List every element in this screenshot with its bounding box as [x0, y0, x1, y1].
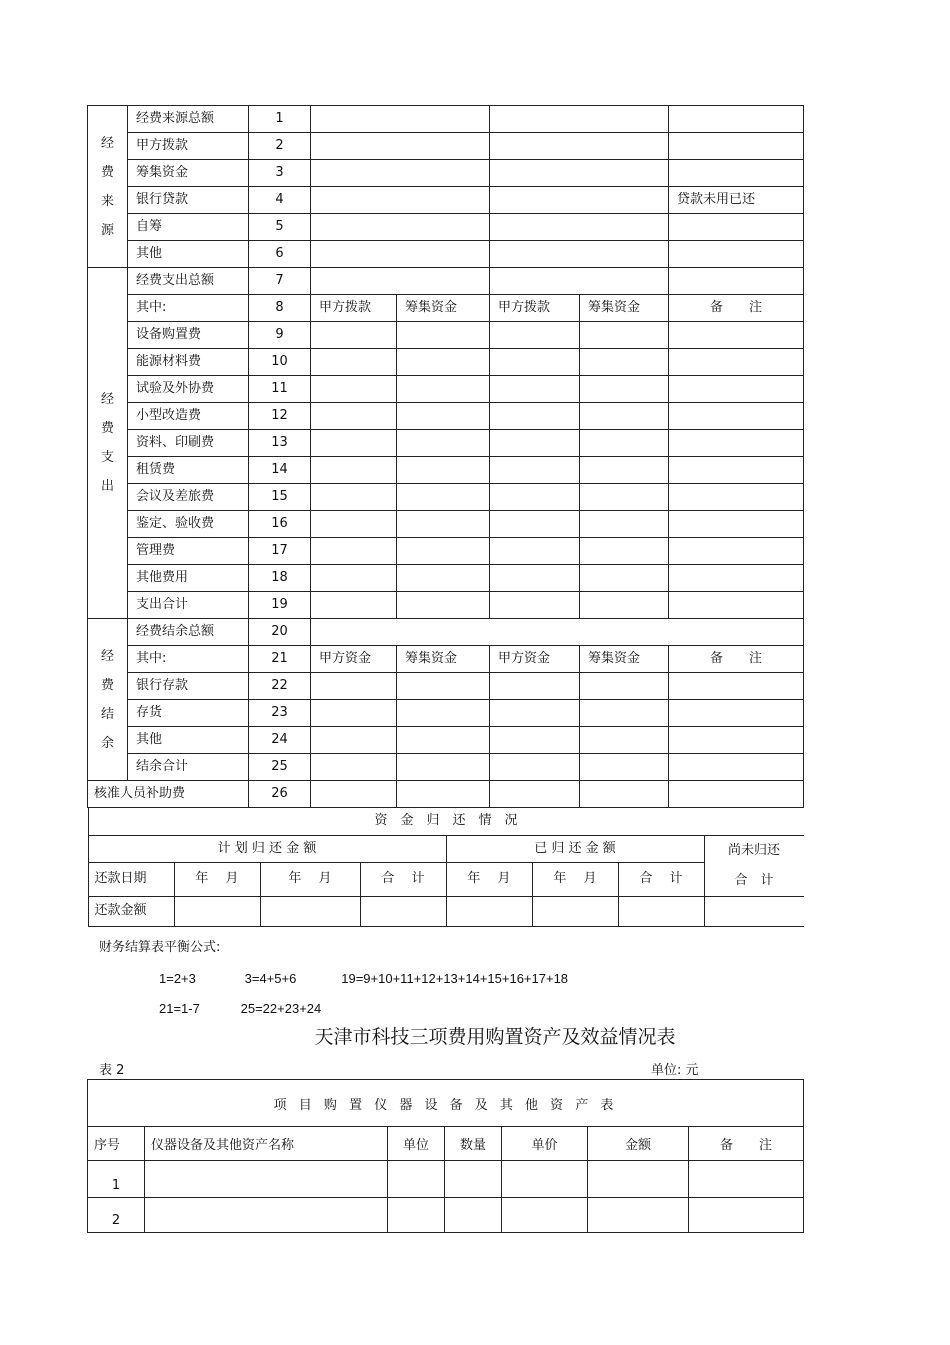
row-number: 6	[249, 241, 311, 268]
cell[interactable]	[446, 896, 532, 926]
cell[interactable]	[580, 322, 669, 349]
table2-title: 天津市科技三项费用购置资产及效益情况表	[314, 1026, 676, 1048]
cell[interactable]	[588, 1198, 689, 1233]
table-row	[88, 349, 804, 376]
row-number: 21	[249, 646, 311, 673]
cell[interactable]	[360, 896, 446, 926]
row-number: 22	[249, 673, 311, 700]
table-row	[88, 106, 804, 133]
cell[interactable]	[669, 457, 804, 484]
cell[interactable]	[689, 1161, 804, 1198]
section-label	[88, 106, 128, 268]
cell[interactable]	[311, 781, 397, 808]
row-label: 其中:	[128, 646, 249, 673]
table-row	[88, 538, 804, 565]
total: 合 计	[360, 863, 446, 896]
table2-header-row	[88, 1127, 804, 1161]
section-char: 结	[100, 706, 114, 722]
row-number: 16	[249, 511, 311, 538]
cell[interactable]	[669, 781, 804, 808]
section-char: 费	[100, 164, 114, 180]
cell[interactable]	[580, 349, 669, 376]
cell[interactable]	[311, 565, 397, 592]
row-number: 15	[249, 484, 311, 511]
cell[interactable]	[397, 484, 490, 511]
row-label: 会议及差旅费	[128, 484, 249, 511]
row-number: 5	[249, 214, 311, 241]
section-char: 费	[100, 421, 114, 436]
row-index: 1	[88, 1161, 145, 1198]
cell[interactable]	[580, 592, 669, 619]
outstanding-header	[704, 835, 804, 896]
cell[interactable]	[580, 538, 669, 565]
cell[interactable]	[689, 1198, 804, 1233]
col-header-note: 备 注	[689, 1127, 804, 1161]
cell[interactable]	[445, 1198, 502, 1233]
cell[interactable]	[311, 727, 397, 754]
cell[interactable]	[532, 896, 618, 926]
cell[interactable]	[397, 781, 490, 808]
col-header: 筹集资金	[580, 646, 669, 673]
cell[interactable]	[397, 511, 490, 538]
asset-purchase-table	[87, 1079, 804, 1233]
row-number: 26	[249, 781, 311, 808]
row-label: 经费支出总额	[128, 268, 249, 295]
col-header: 甲方拨款	[490, 295, 580, 322]
row-index: 2	[88, 1198, 145, 1233]
outstanding-line-2: 合 计	[734, 872, 774, 888]
cell[interactable]	[397, 700, 490, 727]
table-row	[88, 214, 804, 241]
row-note	[669, 160, 804, 187]
cell[interactable]	[669, 403, 804, 430]
cell[interactable]	[397, 538, 490, 565]
cell[interactable]	[311, 160, 490, 187]
row-number: 10	[249, 349, 311, 376]
cell[interactable]	[490, 160, 669, 187]
section-char: 经	[100, 392, 114, 407]
col-header: 筹集资金	[580, 295, 669, 322]
section-char: 费	[100, 677, 114, 693]
cell[interactable]	[397, 592, 490, 619]
section-char: 源	[100, 222, 114, 238]
cell[interactable]	[311, 268, 490, 295]
row-number: 8	[249, 295, 311, 322]
cell[interactable]	[311, 133, 490, 160]
table-row	[88, 430, 804, 457]
cell[interactable]	[669, 592, 804, 619]
cell[interactable]	[311, 457, 397, 484]
cell[interactable]	[490, 322, 580, 349]
cell[interactable]	[311, 241, 490, 268]
table-row	[88, 565, 804, 592]
year-month: 年 月	[260, 863, 360, 896]
cell[interactable]	[490, 106, 669, 133]
section-char: 余	[100, 735, 114, 751]
cell[interactable]	[580, 673, 669, 700]
cell[interactable]	[580, 457, 669, 484]
cell[interactable]	[580, 700, 669, 727]
formula-item: 3=4+5+6	[244, 971, 297, 986]
cell[interactable]	[490, 673, 580, 700]
formula-line-2	[159, 1001, 321, 1016]
table-row	[88, 484, 804, 511]
col-header: 甲方拨款	[311, 295, 397, 322]
cell[interactable]	[311, 376, 397, 403]
cell[interactable]	[490, 241, 669, 268]
cell[interactable]	[490, 754, 580, 781]
cell[interactable]	[311, 673, 397, 700]
row-label: 银行贷款	[128, 187, 249, 214]
cell[interactable]	[311, 430, 397, 457]
cell[interactable]	[580, 484, 669, 511]
row-label: 支出合计	[128, 592, 249, 619]
cell[interactable]	[490, 511, 580, 538]
row-label: 结余合计	[128, 754, 249, 781]
cell[interactable]	[490, 403, 580, 430]
cell[interactable]	[311, 619, 804, 646]
table2-label: 表 2	[99, 1063, 125, 1078]
cell[interactable]	[397, 565, 490, 592]
cell[interactable]	[397, 403, 490, 430]
cell[interactable]	[490, 268, 669, 295]
cell[interactable]	[490, 727, 580, 754]
table-row	[88, 592, 804, 619]
formula-item: 21=1-7	[159, 1001, 200, 1016]
section-char: 经	[100, 135, 114, 151]
cell[interactable]	[397, 430, 490, 457]
cell[interactable]	[397, 673, 490, 700]
cell[interactable]	[669, 511, 804, 538]
row-label: 存货	[128, 700, 249, 727]
row-label: 资料、印刷费	[128, 430, 249, 457]
cell[interactable]	[704, 896, 804, 926]
col-header: 甲方资金	[490, 646, 580, 673]
row-number: 11	[249, 376, 311, 403]
cell[interactable]	[445, 1161, 502, 1198]
row-number: 3	[249, 160, 311, 187]
col-header: 甲方资金	[311, 646, 397, 673]
cell[interactable]	[618, 896, 704, 926]
cell[interactable]	[311, 700, 397, 727]
row-label: 其他	[128, 241, 249, 268]
cell[interactable]	[490, 430, 580, 457]
cell[interactable]	[397, 457, 490, 484]
row-label: 经费结余总额	[128, 619, 249, 646]
cell[interactable]	[669, 430, 804, 457]
cell[interactable]	[490, 484, 580, 511]
table-row	[88, 295, 804, 322]
row-note	[669, 106, 804, 133]
row-label: 试验及外协费	[128, 376, 249, 403]
cell[interactable]	[311, 484, 397, 511]
unit-label: 单位: 元	[651, 1063, 699, 1078]
table-row	[88, 376, 804, 403]
row-number: 7	[249, 268, 311, 295]
cell[interactable]	[397, 322, 490, 349]
table-row	[88, 1198, 804, 1233]
cell[interactable]	[580, 430, 669, 457]
cell[interactable]	[502, 1161, 588, 1198]
cell[interactable]	[311, 349, 397, 376]
cell[interactable]	[397, 727, 490, 754]
row-label: 能源材料费	[128, 349, 249, 376]
cell[interactable]	[580, 376, 669, 403]
table-row	[88, 160, 804, 187]
cell[interactable]	[669, 322, 804, 349]
cell[interactable]	[490, 781, 580, 808]
cell[interactable]	[580, 754, 669, 781]
cell[interactable]	[669, 484, 804, 511]
table-row	[88, 187, 804, 214]
row-note: 贷款未用已还	[669, 187, 804, 214]
cell[interactable]	[669, 673, 804, 700]
table-row	[88, 727, 804, 754]
formula-item: 19=9+10+11+12+13+14+15+16+17+18	[341, 971, 569, 986]
cell[interactable]	[311, 403, 397, 430]
row-label: 小型改造费	[128, 403, 249, 430]
cell[interactable]	[490, 349, 580, 376]
row-number: 19	[249, 592, 311, 619]
table-row	[88, 700, 804, 727]
cell[interactable]	[490, 376, 580, 403]
cell[interactable]	[669, 538, 804, 565]
cell[interactable]	[580, 727, 669, 754]
cell[interactable]	[397, 349, 490, 376]
cell[interactable]	[311, 214, 490, 241]
row-label: 设备购置费	[128, 322, 249, 349]
repayment-table	[88, 808, 804, 927]
formula-item: 25=22+23+24	[240, 1001, 322, 1016]
cell[interactable]	[669, 754, 804, 781]
col-header: 筹集资金	[397, 646, 490, 673]
row-number: 17	[249, 538, 311, 565]
table-row	[88, 511, 804, 538]
table-row	[88, 673, 804, 700]
row-note	[669, 133, 804, 160]
repay-amount-label: 还款金额	[88, 896, 174, 926]
table-row	[88, 1161, 804, 1198]
cell[interactable]	[260, 896, 360, 926]
row-label: 管理费	[128, 538, 249, 565]
cell[interactable]	[397, 376, 490, 403]
cell[interactable]	[580, 511, 669, 538]
cell[interactable]	[490, 592, 580, 619]
table-row	[88, 754, 804, 781]
table-row	[88, 781, 804, 808]
row-label: 甲方拨款	[128, 133, 249, 160]
col-header-unit: 单位	[388, 1127, 445, 1161]
row-label: 其他	[128, 727, 249, 754]
cell[interactable]	[490, 700, 580, 727]
table-row	[88, 619, 804, 646]
repay-date-label: 还款日期	[88, 863, 174, 896]
cell[interactable]	[490, 565, 580, 592]
row-label: 核准人员补助费	[88, 781, 249, 808]
total: 合 计	[618, 863, 704, 896]
col-header-qty: 数量	[445, 1127, 502, 1161]
cell[interactable]	[311, 511, 397, 538]
returned-header: 已 归 还 金 额	[446, 835, 704, 863]
cell[interactable]	[490, 538, 580, 565]
table2-heading: 项 目 购 置 仪 器 设 备 及 其 他 资 产 表	[88, 1080, 804, 1127]
cell[interactable]	[669, 376, 804, 403]
cell[interactable]	[388, 1198, 445, 1233]
row-note	[669, 241, 804, 268]
formula-item: 1=2+3	[159, 971, 196, 986]
cell[interactable]	[311, 322, 397, 349]
cell[interactable]	[580, 781, 669, 808]
row-number: 20	[249, 619, 311, 646]
col-header-index: 序号	[88, 1127, 145, 1161]
section-label	[88, 619, 128, 781]
cell[interactable]	[145, 1198, 388, 1233]
section-label	[88, 268, 128, 619]
cell[interactable]	[145, 1161, 388, 1198]
formula-line-1	[159, 971, 568, 986]
row-number: 24	[249, 727, 311, 754]
section-char: 支	[100, 450, 114, 465]
cell[interactable]	[490, 133, 669, 160]
table-row	[88, 241, 804, 268]
cell[interactable]	[669, 700, 804, 727]
row-label: 筹集资金	[128, 160, 249, 187]
cell[interactable]	[588, 1161, 689, 1198]
cell[interactable]	[311, 592, 397, 619]
col-header-name: 仪器设备及其他资产名称	[145, 1127, 388, 1161]
col-header: 筹集资金	[397, 295, 490, 322]
section-char: 来	[100, 193, 114, 209]
cell[interactable]	[311, 538, 397, 565]
cell[interactable]	[580, 403, 669, 430]
row-number: 25	[249, 754, 311, 781]
row-label: 经费来源总额	[128, 106, 249, 133]
financial-settlement-table	[87, 105, 804, 927]
outstanding-line-1: 尚未归还	[728, 842, 781, 858]
cell[interactable]	[311, 187, 490, 214]
col-header-price: 单价	[502, 1127, 588, 1161]
row-number: 23	[249, 700, 311, 727]
cell[interactable]	[669, 727, 804, 754]
row-number: 1	[249, 106, 311, 133]
row-number: 12	[249, 403, 311, 430]
cell[interactable]	[490, 187, 669, 214]
table-row	[88, 268, 804, 295]
row-number: 13	[249, 430, 311, 457]
cell[interactable]	[490, 214, 669, 241]
row-label: 租赁费	[128, 457, 249, 484]
table-row	[88, 133, 804, 160]
cell[interactable]	[669, 268, 804, 295]
row-number: 9	[249, 322, 311, 349]
row-label: 其中:	[128, 295, 249, 322]
table-row	[88, 457, 804, 484]
cell[interactable]	[490, 457, 580, 484]
cell[interactable]	[669, 349, 804, 376]
col-header-note: 备 注	[669, 646, 804, 673]
planned-header: 计 划 归 还 金 额	[88, 835, 446, 863]
cell[interactable]	[669, 565, 804, 592]
year-month: 年 月	[532, 863, 618, 896]
table-row	[88, 403, 804, 430]
section-char: 出	[100, 479, 114, 494]
cell[interactable]	[502, 1198, 588, 1233]
row-number: 4	[249, 187, 311, 214]
row-number: 18	[249, 565, 311, 592]
formula-label: 财务结算表平衡公式:	[99, 940, 221, 955]
col-header-amount: 金额	[588, 1127, 689, 1161]
cell[interactable]	[397, 754, 490, 781]
col-header-note: 备 注	[669, 295, 804, 322]
repayment-title: 资 金 归 还 情 况	[88, 808, 804, 835]
row-note	[669, 214, 804, 241]
cell[interactable]	[580, 565, 669, 592]
row-label: 银行存款	[128, 673, 249, 700]
table-row	[88, 808, 804, 927]
row-number: 14	[249, 457, 311, 484]
cell[interactable]	[311, 106, 490, 133]
row-label: 其他费用	[128, 565, 249, 592]
cell[interactable]	[174, 896, 260, 926]
cell[interactable]	[311, 754, 397, 781]
row-label: 鉴定、验收费	[128, 511, 249, 538]
row-label: 自筹	[128, 214, 249, 241]
row-number: 2	[249, 133, 311, 160]
cell[interactable]	[388, 1161, 445, 1198]
year-month: 年 月	[446, 863, 532, 896]
section-char: 经	[100, 648, 114, 664]
table-row	[88, 322, 804, 349]
year-month: 年 月	[174, 863, 260, 896]
table-row	[88, 646, 804, 673]
